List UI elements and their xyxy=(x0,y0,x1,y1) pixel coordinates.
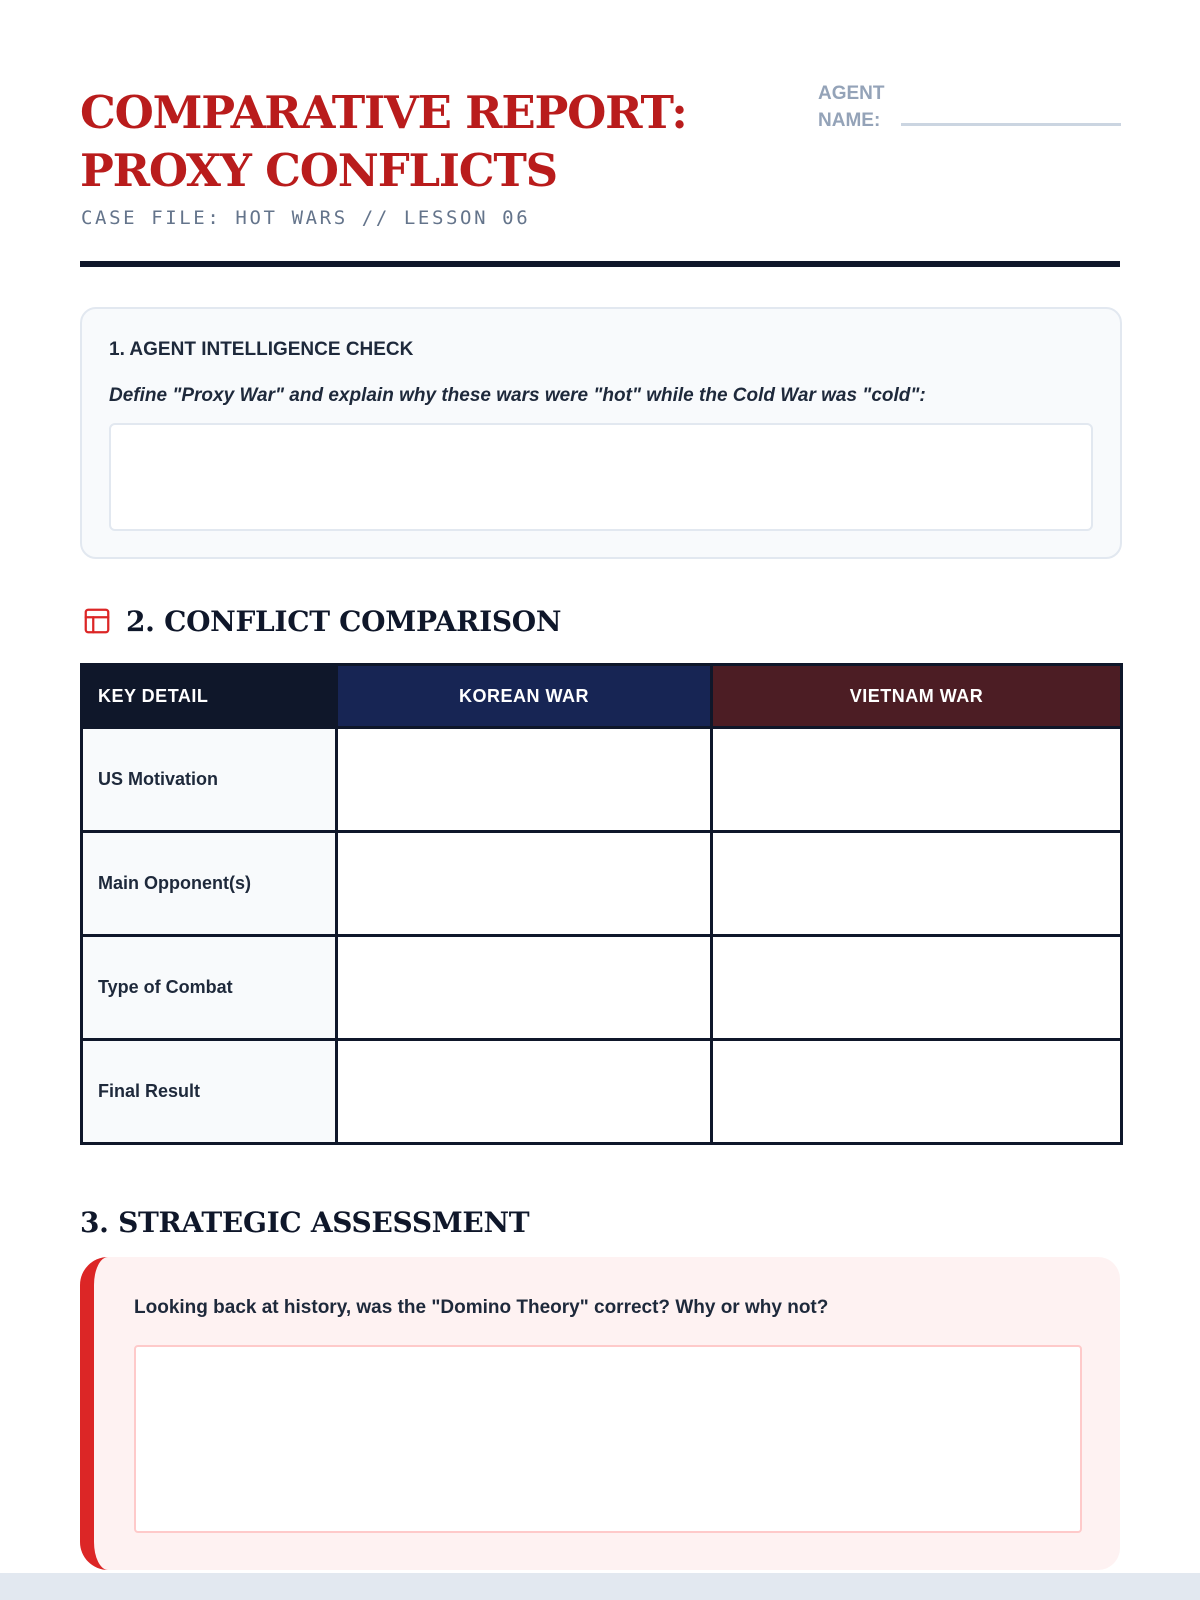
row-label-us-motivation: US Motivation xyxy=(82,728,337,832)
case-file-subtitle: CASE FILE: HOT WARS // LESSON 06 xyxy=(81,207,531,229)
section-3-heading: 3. STRATEGIC ASSESSMENT xyxy=(80,1205,530,1239)
agent-name-label xyxy=(818,80,898,134)
strategic-assessment-card xyxy=(80,1257,1120,1570)
header-divider xyxy=(80,261,1120,267)
agent-label-line-2: NAME: xyxy=(818,110,881,131)
vietnam-war-us-motivation-cell[interactable] xyxy=(712,728,1122,832)
conflict-comparison-table xyxy=(80,663,1123,1145)
korean-war-us-motivation-cell[interactable] xyxy=(337,728,712,832)
korean-war-final-result-cell[interactable] xyxy=(337,1040,712,1144)
table-row xyxy=(82,1040,1122,1144)
section-1-heading: 1. AGENT INTELLIGENCE CHECK xyxy=(109,339,414,360)
proxy-war-answer-box[interactable] xyxy=(109,423,1093,531)
title-line-2: PROXY CONFLICTS xyxy=(80,144,557,197)
korean-war-main-opponents-cell[interactable] xyxy=(337,832,712,936)
agent-name-field[interactable] xyxy=(901,123,1121,126)
page-title xyxy=(80,84,687,200)
section-3-header xyxy=(80,1202,529,1242)
agent-label-line-1: AGENT xyxy=(818,83,885,104)
row-label-final-result: Final Result xyxy=(82,1040,337,1144)
proxy-war-question: Define "Proxy War" and explain why these wars were "hot" while the Cold War was "cold": xyxy=(109,385,926,406)
korean-war-type-of-combat-cell[interactable] xyxy=(337,936,712,1040)
table-row xyxy=(82,832,1122,936)
table-header-row xyxy=(82,665,1122,728)
row-label-main-opponents: Main Opponent(s) xyxy=(82,832,337,936)
vietnam-war-main-opponents-cell[interactable] xyxy=(712,832,1122,936)
domino-theory-answer-box[interactable] xyxy=(134,1345,1082,1533)
table-row xyxy=(82,728,1122,832)
column-header-korean-war: KOREAN WAR xyxy=(337,665,712,728)
vietnam-war-final-result-cell[interactable] xyxy=(712,1040,1122,1144)
row-label-type-of-combat: Type of Combat xyxy=(82,936,337,1040)
title-line-1: COMPARATIVE REPORT: xyxy=(80,86,687,139)
intelligence-check-card xyxy=(80,307,1122,559)
column-header-key-detail: KEY DETAIL xyxy=(82,665,337,728)
section-2-header xyxy=(82,601,561,641)
table-icon xyxy=(82,606,112,636)
vietnam-war-type-of-combat-cell[interactable] xyxy=(712,936,1122,1040)
section-2-heading: 2. CONFLICT COMPARISON xyxy=(126,604,562,638)
table-row xyxy=(82,936,1122,1040)
domino-theory-question: Looking back at history, was the "Domino Theory" correct? Why or why not? xyxy=(134,1297,829,1318)
column-header-vietnam-war: VIETNAM WAR xyxy=(712,665,1122,728)
